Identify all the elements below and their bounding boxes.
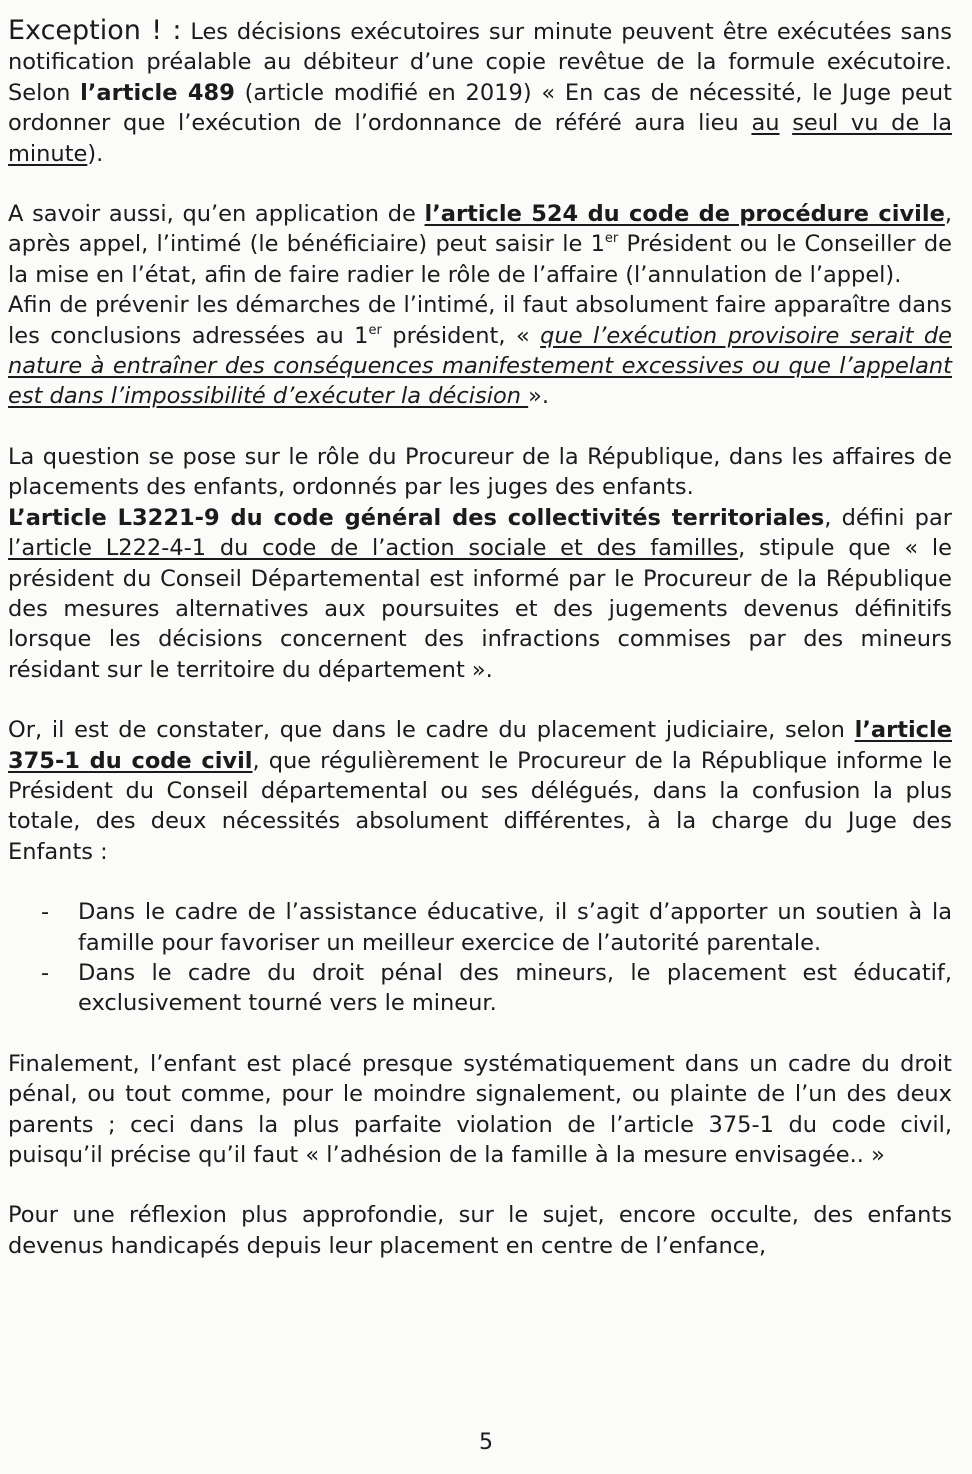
article-375-1-ref: l’article 375-1 du code civil	[8, 717, 952, 774]
paragraph-article-524: A savoir aussi, qu’en application de l’article 524 du code de procédure civile, après appel, l’intimé (le bénéficiaire) peut saisir le 1er Président ou le Conseiller de la mise en l’état, afin de faire radier le rôle de l’affaire (l’annulation de l’appel).	[8, 201, 952, 288]
seul-vu-minute-underlined: seul vu de la minute	[8, 110, 952, 167]
dash-bullet: -	[41, 959, 50, 986]
list-item: - Dans le cadre du droit pénal des mineurs, le placement est éducatif, exclusivement tourné vers le mineur.	[41, 959, 952, 1017]
list-item: - Dans le cadre de l’assistance éducative, il s’agit d’apporter un soutien à la famille pour favoriser un meilleur exercice de l’autorité parentale.	[41, 899, 952, 956]
exception-lead: Exception ! :	[8, 15, 182, 46]
dash-bullet: -	[41, 899, 50, 926]
article-l3221-9-ref: L’article L3221-9 du code général des collectivités territoriales	[8, 504, 825, 531]
paragraph-procureur-question: La question se pose sur le rôle du Procureur de la République, dans les affaires de placements des enfants, ordonnés par les juges des enfants.	[8, 443, 952, 501]
paragraph-article-l3221-9: L’article L3221-9 du code général des collectivités territoriales, défini par l’article L222-4-1 du code de l’action sociale et des familles, stipule que « le président du Conseil Départemental est informé par le Procureur de la République des mesures alternatives aux poursuites et des jugements devenus définitifs lorsque les décisions concernent des infractions commises par des mineurs résidant sur le territoire du département ».	[8, 504, 953, 683]
paragraph-article-375-1: Or, il est de constater, que dans le cadre du placement judiciaire, selon l’article 375-1 du code civil, que régulièrement le Procureur de la République informe le Président du Conseil départemental ou ses délégués, dans la confusion la plus totale, des deux nécessités absolument différentes, à la charge du Juge des Enfants :	[8, 717, 952, 865]
paragraph-conclusions: Afin de prévenir les démarches de l’intimé, il faut absolument faire apparaître dans les conclusions adressées au 1er président, « que l’exécution provisoire serait de nature à entraîner des conséquences manifestement excessives ou que l’appelant est dans l’impossibilité d’exécuter la décision ».	[8, 292, 952, 410]
quoted-clause: que l’exécution provisoire serait de nature à entraîner des conséquences manifestement excessives ou que l’appelant est dans l’impossibilité d’exécuter la décision	[8, 322, 952, 410]
article-l222-4-1-ref: l’article L222-4-1 du code de l’action sociale et des familles	[8, 535, 739, 562]
paragraph-finalement: Finalement, l’enfant est placé presque systématiquement dans un cadre du droit pénal, ou tout comme, pour le moindre signalement, ou plainte de l’un des deux parents ; ceci dans la plus parfaite violation de l’article 375-1 du code civil, puisqu’il précise qu’il faut « l’adhésion de la famille à la mesure envisagée.. »	[8, 1050, 952, 1168]
paragraph-exception: Exception ! : Les décisions exécutoires sur minute peuvent être exécutées sans notification préalable au débiteur d’une copie revêtue de la formule exécutoire. Selon l’article 489 (article modifié en 2019) « En cas de nécessité, le Juge peut ordonner que l’exécution de l’ordonnance de référé aura lieu au seul vu de la minute).	[8, 15, 952, 167]
dash-list	[8, 897, 952, 1019]
article-489-ref: l’article 489	[80, 79, 235, 106]
paragraph-reflexion: Pour une réflexion plus approfondie, sur le sujet, encore occulte, des enfants devenus handicapés depuis leur placement en centre de l’enfance,	[8, 1202, 952, 1259]
article-524-ref: l’article 524 du code de procédure civile	[424, 201, 945, 228]
page-number: 5	[479, 1430, 493, 1455]
